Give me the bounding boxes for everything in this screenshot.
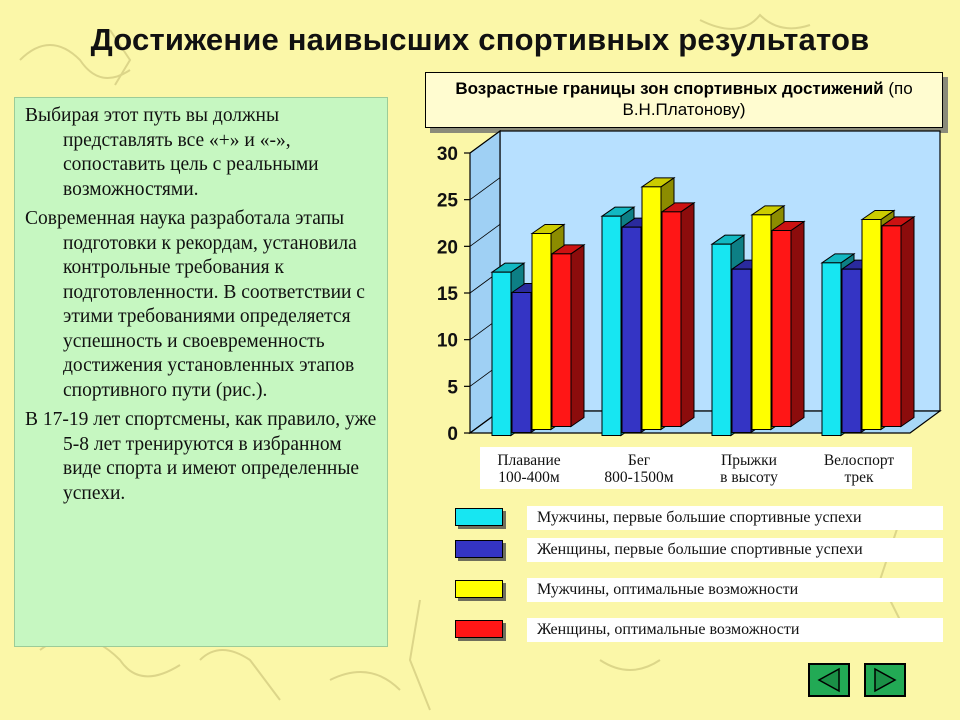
bar — [772, 231, 791, 427]
bar-side — [571, 245, 584, 427]
bar — [622, 227, 641, 432]
bar — [642, 187, 661, 430]
bar — [512, 293, 531, 433]
category-label: в высоту — [720, 469, 778, 486]
triangle-right-icon — [866, 665, 904, 695]
prev-slide-button[interactable] — [808, 663, 850, 697]
triangle-left-icon — [810, 665, 848, 695]
paragraph: Современная наука разработала этапы подготовки к рекордам, установила контрольные требования к подготовленности. В соответствии с этими требованиями определяется успешность и своевременность достижения установленных этапов спортивного пути (рис.). — [25, 208, 365, 401]
legend-swatch-blue — [455, 540, 503, 558]
legend-swatch-red — [455, 620, 503, 638]
legend-item — [455, 578, 945, 602]
legend-label: Женщины, первые большие спортивные успехи — [527, 538, 943, 562]
legend-label: Мужчины, первые большие спортивные успехи — [527, 506, 943, 530]
bar — [882, 226, 901, 427]
y-tick-label: 30 — [436, 144, 458, 165]
y-tick-label: 15 — [436, 284, 458, 305]
chart-title-rest: (по В.Н.Платонову) — [622, 79, 913, 119]
legend-label: Женщины, оптимальные возможности — [527, 618, 943, 642]
page-title: Достижение наивысших спортивных результатов — [90, 22, 870, 57]
category-label: Бег — [627, 452, 651, 469]
legend-label: Мужчины, оптимальные возможности — [527, 578, 943, 602]
category-label: трек — [844, 469, 874, 486]
legend-item — [455, 538, 945, 562]
category-label: Плавание — [497, 452, 561, 469]
bar-side — [901, 217, 914, 427]
bar-side — [791, 222, 804, 427]
bar — [862, 220, 881, 430]
category-label: 800-1500м — [604, 469, 674, 486]
bar — [602, 216, 621, 435]
bar — [492, 272, 511, 435]
next-slide-button[interactable] — [864, 663, 906, 697]
bar — [532, 234, 551, 430]
bar — [662, 212, 681, 427]
bar — [732, 269, 751, 432]
chart-title-bold: Возрастные границы зон спортивных достижений — [455, 79, 884, 98]
category-label: Велоспорт — [823, 452, 895, 469]
category-label: Прыжки — [721, 452, 777, 469]
bar — [842, 269, 861, 432]
y-tick-label: 0 — [447, 424, 458, 445]
legend-item — [455, 618, 945, 642]
bar-side — [681, 203, 694, 427]
bar — [822, 263, 841, 436]
paragraph: Выбирая этот путь вы должны представлять все «+» и «-», сопоставить цель с реальными возможностями. — [25, 105, 319, 200]
bar — [752, 215, 771, 430]
y-tick-label: 10 — [436, 330, 458, 352]
bar — [712, 244, 731, 435]
legend-swatch-yellow — [455, 580, 503, 598]
legend-swatch-cyan — [455, 508, 503, 526]
legend-item — [455, 506, 945, 530]
paragraph: В 17-19 лет спортсмены, как правило, уже 5-8 лет тренируются в избранном виде спорта и имеют определенные успехи. — [25, 409, 377, 504]
y-tick-label: 20 — [436, 237, 458, 259]
y-tick-label: 25 — [436, 190, 458, 212]
category-label: 100-400м — [498, 469, 560, 486]
y-tick-label: 5 — [447, 377, 458, 399]
bar — [552, 254, 571, 427]
